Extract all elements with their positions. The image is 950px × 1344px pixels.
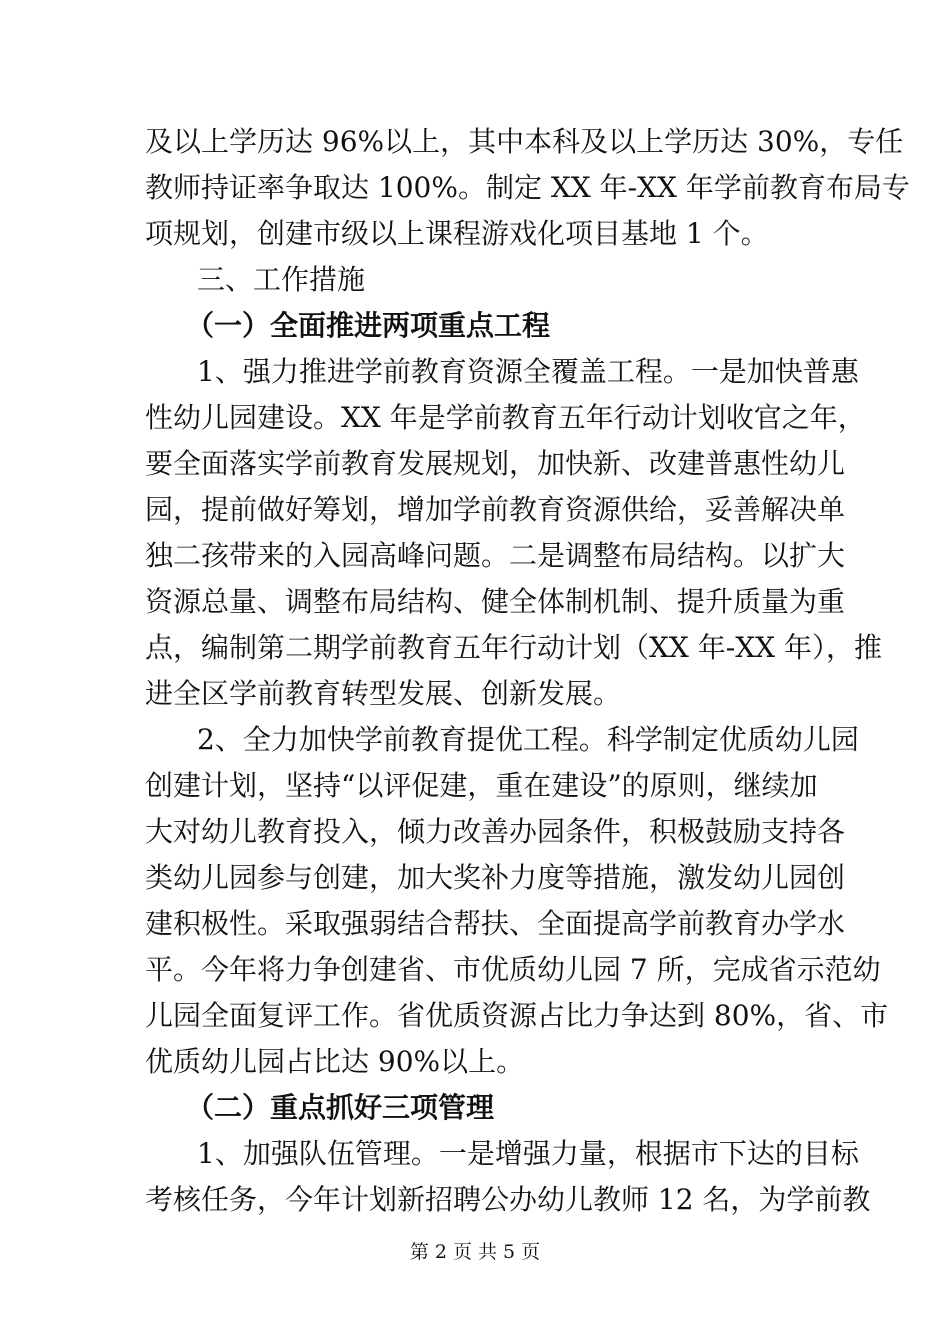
paragraph-line: 项规划，创建市级以上课程游戏化项目基地 1 个。	[145, 217, 769, 250]
paragraph-line: 1、强力推进学前教育资源全覆盖工程。一是加快普惠	[197, 355, 859, 388]
paragraph-line: 1、加强队伍管理。一是增强力量，根据市下达的目标	[197, 1137, 859, 1170]
paragraph-line: 创建计划，坚持“以评促建，重在建设”的原则，继续加	[145, 769, 818, 802]
paragraph-line: 要全面落实学前教育发展规划，加快新、改建普惠性幼儿	[145, 447, 846, 480]
paragraph-line: 儿园全面复评工作。省优质资源占比力争达到 80%，省、市	[145, 999, 889, 1032]
paragraph-line: 建积极性。采取强弱结合帮扶、全面提高学前教育办学水	[145, 907, 846, 940]
paragraph-line: 园，提前做好筹划，增加学前教育资源供给，妥善解决单	[145, 493, 846, 526]
paragraph-line: 独二孩带来的入园高峰问题。二是调整布局结构。以扩大	[145, 539, 846, 572]
paragraph-line: 考核任务，今年计划新招聘公办幼儿教师 12 名，为学前教	[145, 1183, 871, 1216]
section-heading: 三、工作措施	[197, 263, 366, 296]
paragraph-line: 类幼儿园参与创建，加大奖补力度等措施，激发幼儿园创	[145, 861, 846, 894]
paragraph-line: 教师持证率争取达 100%。制定 XX 年-XX 年学前教育布局专	[145, 171, 910, 204]
paragraph-line: 大对幼儿教育投入，倾力改善办园条件，积极鼓励支持各	[145, 815, 846, 848]
paragraph-line: 性幼儿园建设。XX 年是学前教育五年行动计划收官之年，	[145, 401, 866, 434]
paragraph-line: 资源总量、调整布局结构、健全体制机制、提升质量为重	[145, 585, 846, 618]
paragraph-line: 优质幼儿园占比达 90%以上。	[145, 1045, 525, 1078]
paragraph-line: 平。今年将力争创建省、市优质幼儿园 7 所，完成省示范幼	[145, 953, 881, 986]
paragraph-line: 2、全力加快学前教育提优工程。科学制定优质幼儿园	[197, 723, 859, 756]
paragraph-line: 及以上学历达 96%以上，其中本科及以上学历达 30%，专任	[145, 125, 904, 158]
paragraph-line: 点，编制第二期学前教育五年行动计划（XX 年-XX 年），推	[145, 631, 882, 664]
subsection-heading: （二）重点抓好三项管理	[186, 1091, 495, 1124]
paragraph-line: 进全区学前教育转型发展、创新发展。	[145, 677, 622, 710]
page-footer: 第 2 页 共 5 页	[409, 1241, 541, 1263]
subsection-heading: （一）全面推进两项重点工程	[186, 309, 551, 342]
